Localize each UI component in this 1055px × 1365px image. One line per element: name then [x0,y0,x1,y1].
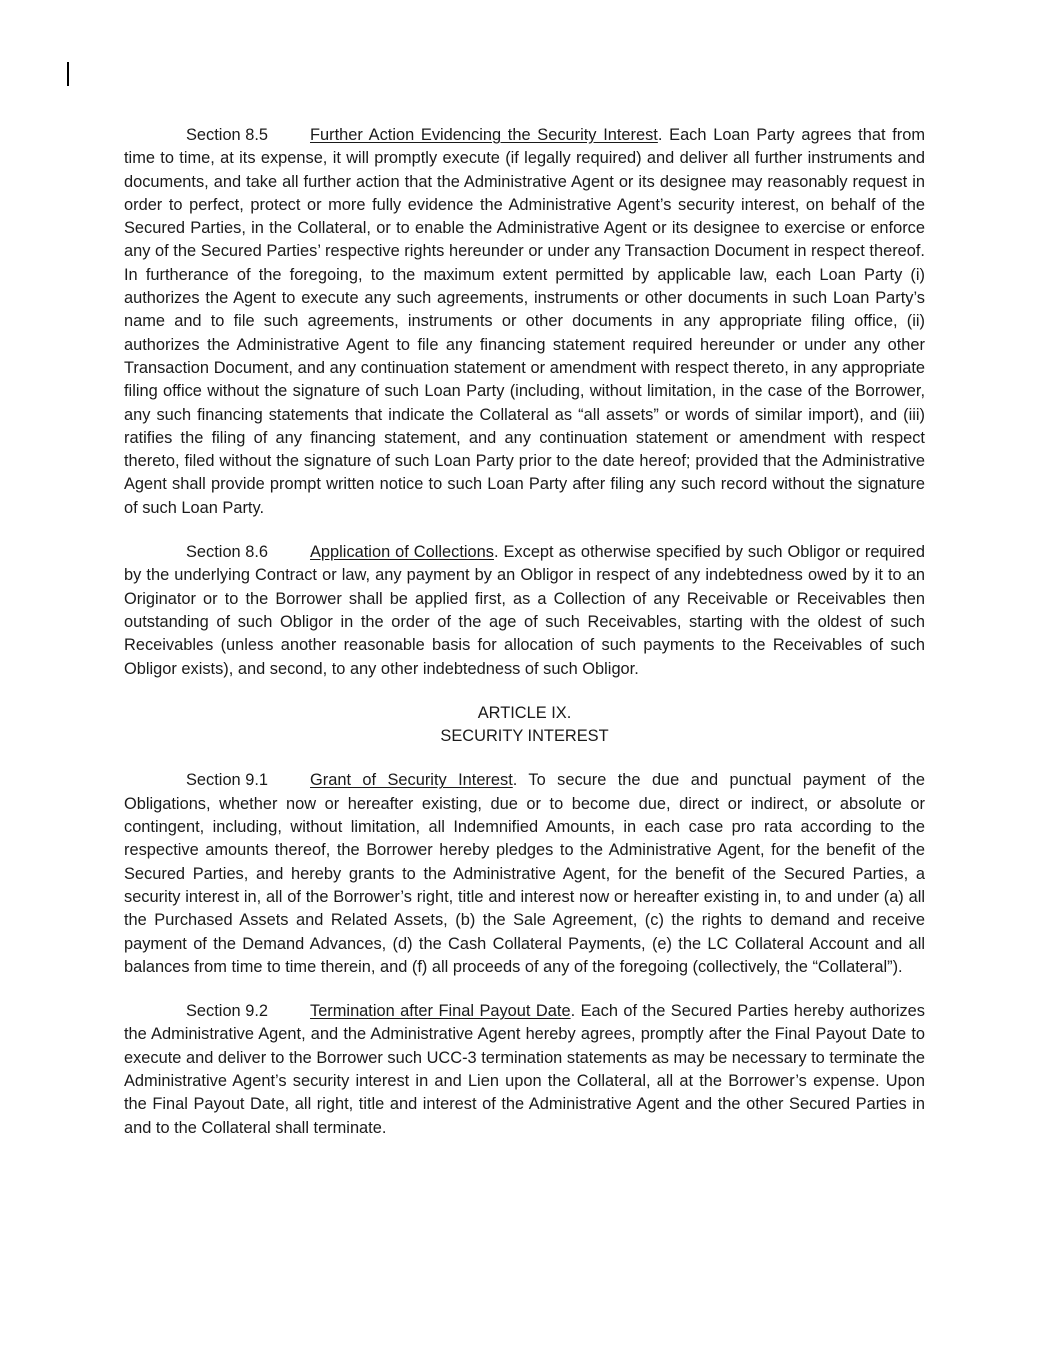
section-body: . Each of the Secured Parties hereby authorizes the Administrative Agent, and the Administrative Agent hereby agrees, promptly after the Final Payout Date to execute and deliver to the Borrower such UCC-3 termination statements as may be necessary to terminate the Administrative Agent’s security interest in and Lien upon the Collateral, all at the Borrower’s expense. Upon the Final Payout Date, all right, title and interest of the Administrative Agent and the other Secured Parties in and to the Collateral shall terminate. [124,1002,925,1137]
section-body: . To secure the due and punctual payment of the Obligations, whether now or hereafter existing, due or to become due, direct or indirect, or absolute or contingent, including, without limitation, all Indemnified Amounts, in each case pro rata according to the respective amounts thereof, the Borrower hereby pledges to the Administrative Agent, for the benefit of the Secured Parties, and hereby grants to the Administrative Agent, for the benefit of the Secured Parties, a security interest in, all of the Borrower’s right, title and interest now or hereafter existing in, to and under (a) all the Purchased Assets and Related Assets, (b) the Sale Agreement, (c) the rights to demand and receive payment of the Demand Advances, (d) the Cash Collateral Payments, (e) the LC Collateral Account and all balances from time to time therein, and (f) all proceeds of any of the foregoing (collectively, the “Collateral”). [124,771,925,976]
text-cursor [67,62,69,86]
section-body: . Except as otherwise specified by such Obligor or required by the underlying Contract or law, any payment by an Obligor in respect of any indebtedness owed by it to an Originator or to the Borrower shall be applied first, as a Collection of any Receivable or Receivables then outstanding of such Obligor in the order of the age of such Receivables, starting with the oldest of such Receivables (unless another reasonable basis for allocation of such payments to the Receivables of such Obligor exists), and second, to any other indebtedness of such Obligor. [124,543,925,678]
article-heading [124,702,925,749]
section-number: Section 8.5 [186,126,269,144]
section-9-1 [124,769,925,979]
section-body: . Each Loan Party agrees that from time to time, at its expense, it will promptly execute (if legally required) and deliver all further instruments and documents, and take all further action that the Administrative Agent or its designee may reasonably request in order to perfect, protect or more fully evidence the Administrative Agent’s security interest, on behalf of the Secured Parties, in the Collateral, or to enable the Administrative Agent or its designee to exercise or enforce any of the Secured Parties’ respective rights hereunder or under any Transaction Document in respect thereof. In furtherance of the foregoing, to the maximum extent permitted by applicable law, each Loan Party (i) authorizes the Agent to execute any such agreements, instruments or other documents in such Loan Party’s name and to file such agreements, instruments or other documents in any appropriate filing office, (ii) authorizes the Administrative Agent to file any financing statement required hereunder or under any other Transaction Document, and any continuation statement or amendment with respect thereto, in any appropriate filing office without the signature of such Loan Party (including, without limitation, in the case of the Borrower, any such financing statements that indicate the Collateral as “all assets” or words of similar import), and (iii) ratifies the filing of any financing statement, and any continuation statement or amendment with respect thereto, filed without the signature of such Loan Party prior to the date hereof; provided that the Administrative Agent shall provide prompt written notice to such Loan Party after filing any such record without the signature of such Loan Party. [124,126,925,517]
section-title: Grant of Security Interest [310,771,513,790]
document-page [124,124,925,1161]
section-8-5 [124,124,925,520]
section-title: Application of Collections [310,543,494,562]
section-title: Termination after Final Payout Date [310,1002,571,1021]
section-number: Section 8.6 [186,543,269,562]
section-8-6 [124,541,925,681]
section-title: Further Action Evidencing the Security Interest [310,126,658,144]
article-number: ARTICLE IX. [477,703,572,722]
section-9-2 [124,1000,925,1140]
article-title: SECURITY INTEREST [440,727,609,746]
section-number: Section 9.1 [186,771,269,790]
section-number: Section 9.2 [186,1002,269,1021]
